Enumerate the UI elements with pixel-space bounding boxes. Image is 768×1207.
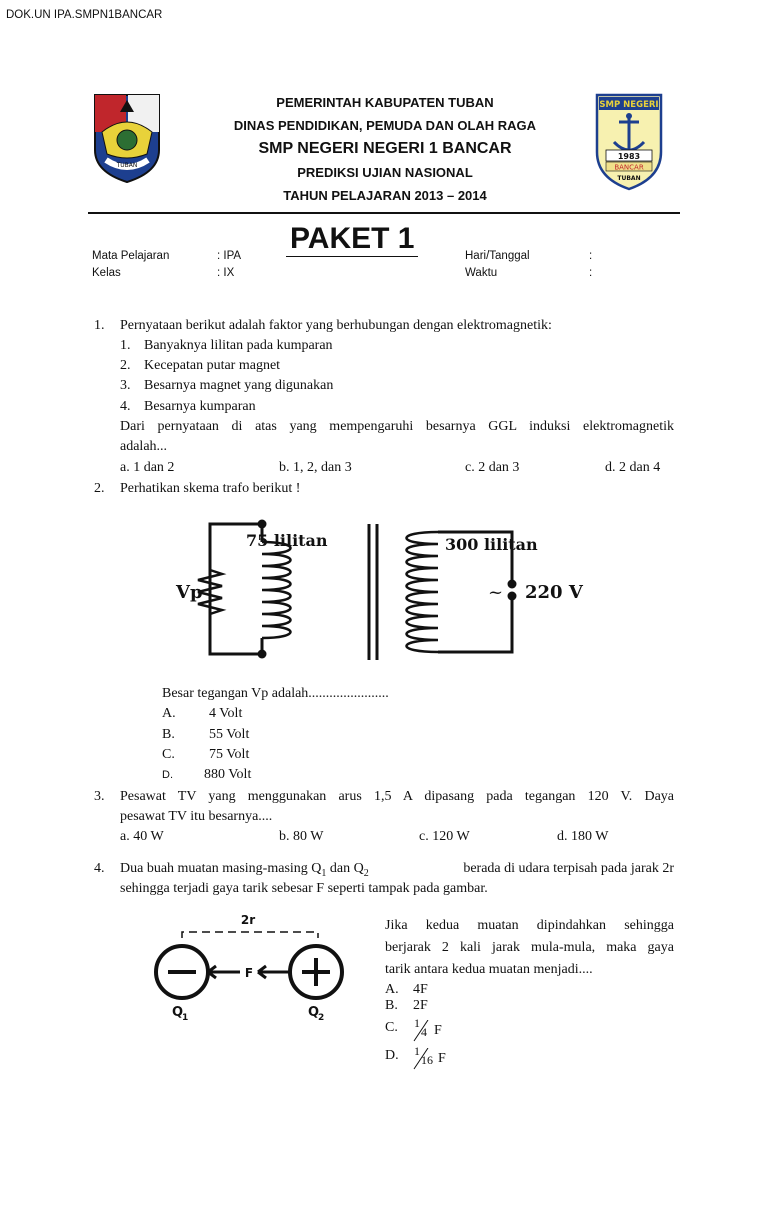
q4-side-line-3: tarik antara kedua muatan menjadi....	[385, 962, 593, 977]
q2-number: 2.	[94, 481, 105, 496]
q4-option-letter: B.	[385, 998, 398, 1013]
fraction-denominator: 4	[421, 1025, 427, 1039]
header-line-5: TAHUN PELAJARAN 2013 – 2014	[283, 188, 487, 203]
fraction-unit: F	[434, 1023, 442, 1038]
q1-item-number: 4.	[120, 399, 131, 414]
header-line-2: DINAS PENDIDIKAN, PEMUDA DAN OLAH RAGA	[233, 118, 537, 133]
smp-logo-top-text: SMP NEGERI	[599, 100, 659, 110]
q4-option-c-value	[412, 1016, 442, 1039]
smp-logo-bottom-text: TUBAN	[617, 175, 641, 182]
q2-option-letter: A.	[162, 706, 176, 721]
transformer-diagram	[170, 512, 610, 672]
q2-option-letter: D.	[162, 769, 173, 781]
q4-text: dan Q	[326, 861, 364, 876]
q1-charge-sub: 1	[182, 1013, 189, 1023]
q4-side-line-1: Jika kedua muatan dipindahkan sehingga	[385, 918, 674, 933]
fraction-one-sixteenth	[412, 1044, 438, 1067]
q1-stem-line-1: Dari pernyataan di atas yang mempengaruhi besarnya GGL induksi elektromagnetik	[120, 419, 674, 434]
q4-option-letter: C.	[385, 1020, 398, 1035]
q2-option-letter: C.	[162, 747, 175, 762]
q1-item: Besarnya kumparan	[144, 399, 256, 414]
q1-item-number: 1.	[120, 338, 131, 353]
primary-turns-label: 75 lilitan	[246, 531, 328, 550]
fraction-numerator: 1	[414, 1044, 420, 1058]
q3-number: 3.	[94, 789, 105, 804]
subject-value: : IPA	[217, 250, 242, 262]
q4-option-value: 2F	[413, 998, 428, 1013]
q1-text: Pernyataan berikut adalah faktor yang berhubungan dengan elektromagnetik:	[120, 318, 552, 333]
tuban-regency-logo	[92, 92, 162, 184]
q3-option-c: c. 120 W	[419, 829, 470, 844]
q2-charge-sub: 2	[318, 1013, 325, 1023]
q4-side-line-2: berjarak 2 kali jarak mula-mula, maka gaya	[385, 940, 674, 955]
q2-charge-label: Q	[308, 1005, 320, 1020]
q1-option-a: a. 1 dan 2	[120, 460, 175, 475]
q4-line-1-part	[120, 861, 369, 879]
q1-item: Banyaknya lilitan pada kumparan	[144, 338, 333, 353]
school-name: SMP NEGERI NEGERI 1 BANCAR	[258, 140, 512, 157]
header-divider	[88, 212, 680, 214]
smp-logo-mid-text: BANCAR	[614, 163, 644, 172]
header-line-4: PREDIKSI UJIAN NASIONAL	[297, 165, 473, 180]
q2-option-value: 880 Volt	[204, 767, 252, 782]
day-label: Hari/Tanggal	[465, 250, 530, 262]
q4-line-2: sehingga terjadi gaya tarik sebesar F seperti tampak pada gambar.	[120, 881, 488, 896]
q1-charge-label: Q	[172, 1005, 184, 1020]
vp-label: Vp	[176, 582, 203, 603]
time-value: :	[589, 267, 593, 279]
time-label: Waktu	[465, 267, 498, 279]
smp-negeri-bancar-logo	[594, 92, 664, 192]
force-label: F	[244, 966, 254, 980]
subject-label: Mata Pelajaran	[92, 250, 170, 262]
q4-option-d-value	[412, 1044, 446, 1067]
q4-option-value: 4F	[413, 982, 428, 997]
secondary-voltage-label: 220 V	[525, 582, 583, 603]
q3-line-1: Pesawat TV yang menggunakan arus 1,5 A dipasang pada tegangan 120 V. Daya	[120, 789, 674, 804]
distance-label: 2r	[240, 913, 256, 927]
fraction-unit: F	[438, 1051, 446, 1066]
q3-line-2: pesawat TV itu besarnya....	[120, 809, 273, 824]
q2-option-value: 4 Volt	[209, 706, 243, 721]
q4-number: 4.	[94, 861, 105, 876]
q3-option-b: b. 80 W	[279, 829, 324, 844]
class-value: : IX	[217, 267, 235, 279]
q1-stem-line-2: adalah...	[120, 439, 168, 454]
q4-option-letter: A.	[385, 982, 399, 997]
q2-option-value: 75 Volt	[209, 747, 250, 762]
fraction-denominator: 16	[421, 1053, 433, 1067]
charges-diagram	[150, 912, 350, 1024]
q3-option-a: a. 40 W	[120, 829, 164, 844]
ac-tilde: ~	[488, 582, 504, 603]
q4-text: Dua buah muatan masing-masing Q	[120, 861, 322, 876]
fraction-one-quarter	[412, 1016, 434, 1039]
q1-item: Besarnya magnet yang digunakan	[144, 378, 334, 393]
secondary-turns-label: 300 lilitan	[445, 535, 538, 554]
header-line-1: PEMERINTAH KABUPATEN TUBAN	[276, 95, 494, 110]
q2-text: Perhatikan skema trafo berikut !	[120, 481, 301, 496]
q2-prompt: Besar tegangan Vp adalah.......................	[162, 686, 389, 701]
q1-option-d: d. 2 dan 4	[605, 460, 661, 475]
class-label: Kelas	[92, 267, 121, 279]
q2-option-value: 55 Volt	[209, 727, 250, 742]
q1-item-number: 2.	[120, 358, 131, 373]
q1-option-c: c. 2 dan 3	[465, 460, 520, 475]
q4-sub: 1	[321, 867, 327, 879]
q3-option-d: d. 180 W	[557, 829, 609, 844]
tuban-logo-text: TUBAN	[116, 162, 138, 169]
fraction-numerator: 1	[414, 1016, 420, 1030]
q4-line-1	[120, 861, 674, 879]
q1-item: Kecepatan putar magnet	[144, 358, 281, 373]
q4-line-1-end: berada di udara terpisah pada jarak 2r	[463, 861, 674, 876]
q4-option-letter: D.	[385, 1048, 399, 1063]
q2-option-letter: B.	[162, 727, 175, 742]
q1-number: 1.	[94, 318, 105, 333]
document-tag: DOK.UN IPA.SMPN1BANCAR	[6, 9, 163, 21]
paket-title: PAKET 1	[286, 222, 418, 257]
q4-sub: 2	[363, 867, 369, 879]
day-value: :	[589, 250, 593, 262]
q1-item-number: 3.	[120, 378, 131, 393]
smp-logo-year: 1983	[617, 152, 641, 161]
q1-option-b: b. 1, 2, dan 3	[279, 460, 352, 475]
